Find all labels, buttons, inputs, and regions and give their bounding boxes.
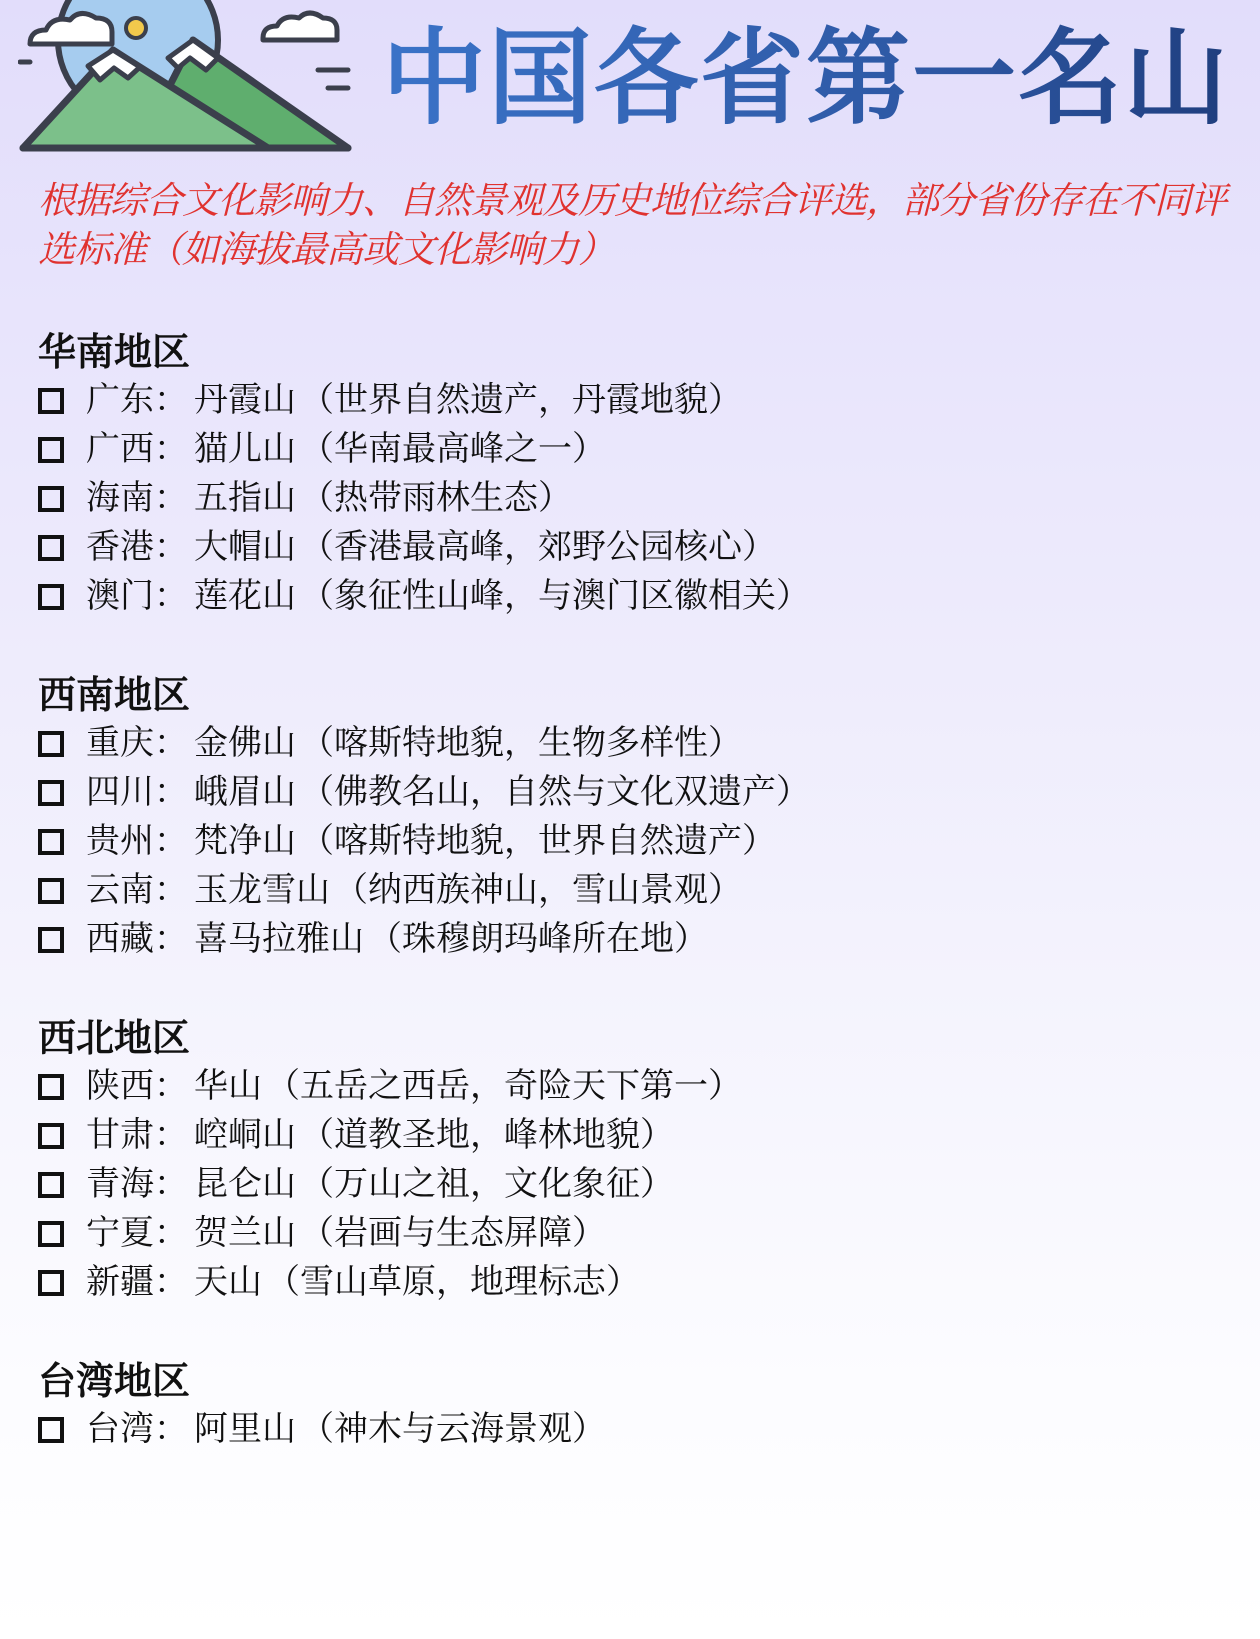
region-southwest-china xyxy=(38,671,1228,964)
mountain-note: （神木与云海景观） xyxy=(300,1409,606,1449)
region-title: 华南地区 xyxy=(38,330,191,374)
list-item: 新疆 ： 天山 （雪山草原，地理标志） xyxy=(38,1258,1228,1307)
checkbox-icon xyxy=(38,486,64,512)
checkbox-icon xyxy=(38,1270,64,1296)
list-item: 广东 ： 丹霞山 （世界自然遗产，丹霞地貌） xyxy=(38,376,1228,425)
province-name: 新疆 xyxy=(86,1262,154,1302)
list-item: 甘肃 ： 崆峒山 （道教圣地，峰林地貌） xyxy=(38,1111,1228,1160)
province-name: 香港 xyxy=(86,527,154,567)
checkbox-icon xyxy=(38,829,64,855)
list-item: 青海 ： 昆仑山 （万山之祖，文化象征） xyxy=(38,1160,1228,1209)
checkbox-icon xyxy=(38,927,64,953)
checkbox-icon xyxy=(38,1417,64,1443)
checkbox-icon xyxy=(38,437,64,463)
checkbox-icon xyxy=(38,388,64,414)
province-name: 澳门 xyxy=(86,576,154,616)
mountain-name: 莲花山 xyxy=(194,576,296,616)
province-name: 广东 xyxy=(86,380,154,420)
region-title: 西北地区 xyxy=(38,1016,191,1060)
checkbox-icon xyxy=(38,878,64,904)
list-item: 广西 ： 猫儿山 （华南最高峰之一） xyxy=(38,425,1228,474)
mountain-note: （五岳之西岳，奇险天下第一） xyxy=(266,1066,742,1106)
mountain-note: （道教圣地，峰林地貌） xyxy=(300,1115,674,1155)
mountain-name: 金佛山 xyxy=(194,723,296,763)
mountain-landscape-icon xyxy=(18,0,358,160)
mountain-note: （纳西族神山，雪山景观） xyxy=(334,870,742,910)
region-northwest-china xyxy=(38,1014,1228,1307)
checkbox-icon xyxy=(38,1074,64,1100)
mountain-name: 五指山 xyxy=(194,478,296,518)
list-item: 陕西 ： 华山 （五岳之西岳，奇险天下第一） xyxy=(38,1062,1228,1111)
province-name: 宁夏 xyxy=(86,1213,154,1253)
mountain-note: （热带雨林生态） xyxy=(300,478,572,518)
mountain-name: 贺兰山 xyxy=(194,1213,296,1253)
mountain-note: （佛教名山，自然与文化双遗产） xyxy=(300,772,810,812)
mountain-note: （岩画与生态屏障） xyxy=(300,1213,606,1253)
list-item: 西藏 ： 喜马拉雅山 （珠穆朗玛峰所在地） xyxy=(38,915,1228,964)
mountain-note: （万山之祖，文化象征） xyxy=(300,1164,674,1204)
mountain-name: 梵净山 xyxy=(194,821,296,861)
mountain-name: 崆峒山 xyxy=(194,1115,296,1155)
mountain-note: （华南最高峰之一） xyxy=(300,429,606,469)
list-item: 海南 ： 五指山 （热带雨林生态） xyxy=(38,474,1228,523)
mountain-note: （喀斯特地貌，生物多样性） xyxy=(300,723,742,763)
mountain-name: 阿里山 xyxy=(194,1409,296,1449)
list-item: 宁夏 ： 贺兰山 （岩画与生态屏障） xyxy=(38,1209,1228,1258)
region-taiwan xyxy=(38,1357,1228,1454)
checkbox-icon xyxy=(38,731,64,757)
mountain-name: 天山 xyxy=(194,1262,262,1302)
regions-list xyxy=(38,328,1228,1504)
list-item: 香港 ： 大帽山 （香港最高峰，郊野公园核心） xyxy=(38,523,1228,572)
checkbox-icon xyxy=(38,780,64,806)
list-item: 贵州 ： 梵净山 （喀斯特地貌，世界自然遗产） xyxy=(38,817,1228,866)
checkbox-icon xyxy=(38,584,64,610)
checkbox-icon xyxy=(38,1123,64,1149)
checkbox-icon xyxy=(38,1172,64,1198)
list-item: 澳门 ： 莲花山 （象征性山峰，与澳门区徽相关） xyxy=(38,572,1228,621)
region-south-china xyxy=(38,328,1228,621)
province-name: 西藏 xyxy=(86,919,154,959)
mountain-name: 丹霞山 xyxy=(194,380,296,420)
mountain-name: 昆仑山 xyxy=(194,1164,296,1204)
mountain-name: 猫儿山 xyxy=(194,429,296,469)
mountain-name: 大帽山 xyxy=(194,527,296,567)
province-name: 四川 xyxy=(86,772,154,812)
region-title: 台湾地区 xyxy=(38,1359,191,1403)
mountain-name: 玉龙雪山 xyxy=(194,870,330,910)
province-name: 云南 xyxy=(86,870,154,910)
list-item: 云南 ： 玉龙雪山 （纳西族神山，雪山景观） xyxy=(38,866,1228,915)
page-title: 中国各省第一名山 xyxy=(382,17,1231,139)
mountain-note: （雪山草原，地理标志） xyxy=(266,1262,640,1302)
checkbox-icon xyxy=(38,535,64,561)
list-item: 四川 ： 峨眉山 （佛教名山，自然与文化双遗产） xyxy=(38,768,1228,817)
list-item: 台湾 ： 阿里山 （神木与云海景观） xyxy=(38,1405,1228,1454)
mountain-note: （珠穆朗玛峰所在地） xyxy=(368,919,708,959)
province-name: 台湾 xyxy=(86,1409,154,1449)
province-name: 贵州 xyxy=(86,821,154,861)
mountain-note: （香港最高峰，郊野公园核心） xyxy=(300,527,776,567)
list-item: 重庆 ： 金佛山 （喀斯特地貌，生物多样性） xyxy=(38,719,1228,768)
mountain-name: 喜马拉雅山 xyxy=(194,919,364,959)
header xyxy=(0,0,1260,170)
mountain-name: 华山 xyxy=(194,1066,262,1106)
mountain-note: （世界自然遗产，丹霞地貌） xyxy=(300,380,742,420)
mountain-name: 峨眉山 xyxy=(194,772,296,812)
province-name: 甘肃 xyxy=(86,1115,154,1155)
province-name: 陕西 xyxy=(86,1066,154,1106)
mountain-note: （喀斯特地貌，世界自然遗产） xyxy=(300,821,776,861)
province-name: 广西 xyxy=(86,429,154,469)
province-name: 重庆 xyxy=(86,723,154,763)
province-name: 海南 xyxy=(86,478,154,518)
region-title: 西南地区 xyxy=(38,673,191,717)
checkbox-icon xyxy=(38,1221,64,1247)
mountain-note: （象征性山峰，与澳门区徽相关） xyxy=(300,576,810,616)
province-name: 青海 xyxy=(86,1164,154,1204)
subtitle: 根据综合文化影响力、自然景观及历史地位综合评选，部分省份存在不同评选标准（如海拔最高或文化影响力） xyxy=(38,179,1226,271)
